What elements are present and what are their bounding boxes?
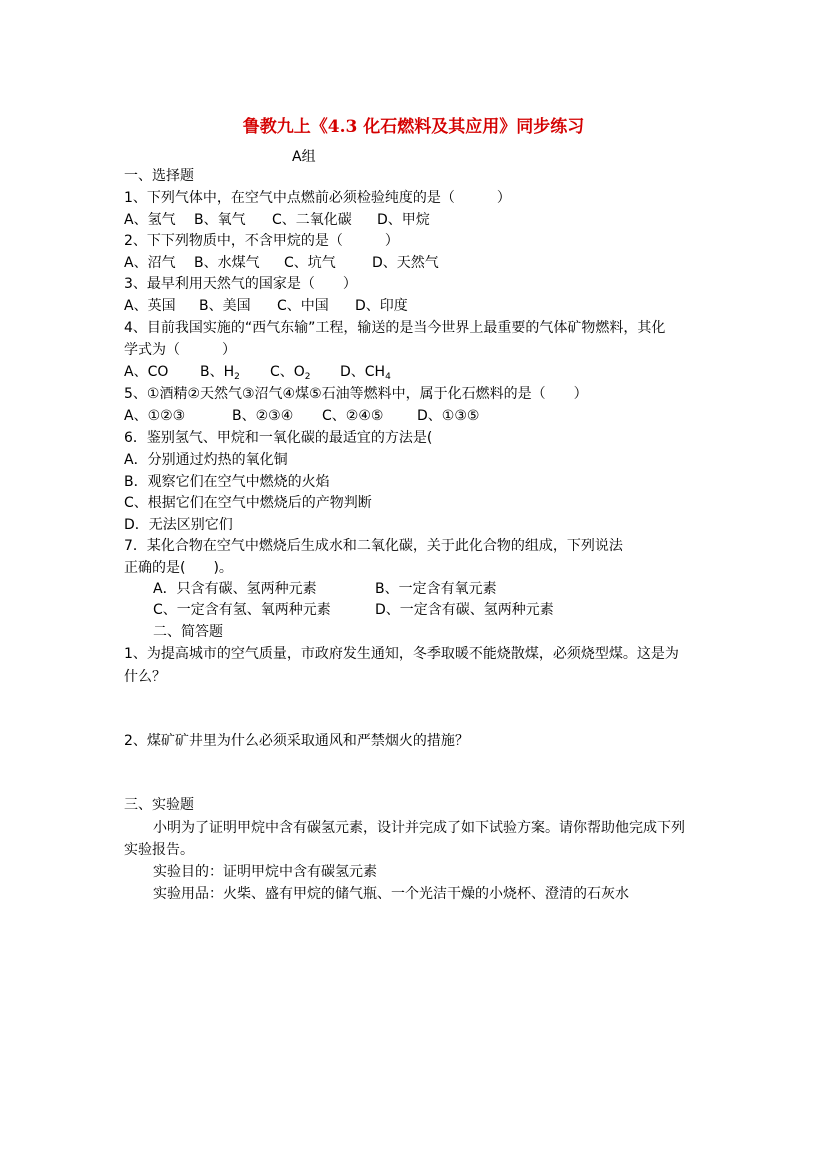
experiment-intro: 小明为了证明甲烷中含有碳氢元素，设计并完成了如下试验方案。请你帮助他完成下列 [153,820,685,836]
experiment-purpose: 实验目的：证明甲烷中含有碳氢元素 [153,864,377,880]
option: B、美国 [199,298,251,314]
section-short-answer-heading: 二、简答题 [153,624,223,640]
experiment-materials: 实验用品：火柴、盛有甲烷的储气瓶、一个光洁干燥的小烧杯、澄清的石灰水 [153,886,629,902]
short-answer-2: 2、煤矿矿井里为什么必须采取通风和严禁烟火的措施？ [124,733,469,749]
option: D、甲烷 [377,212,430,228]
option: A．只含有碳、氢两种元素 [153,581,317,597]
question-6-option-a: A．分别通过灼热的氧化铜 [124,452,288,468]
option: C、坑气 [284,255,336,271]
page-title: 鲁教九上《4.3 化石燃料及其应用》同步练习 [242,117,585,137]
option: C、二氧化碳 [272,212,352,228]
question-5-stem: 5、①酒精②天然气③沼气④煤⑤石油等燃料中，属于化石燃料的是（ ） [124,386,588,402]
option: A、英国 [124,298,176,314]
question-7-options-row1 [153,580,497,598]
question-2-stem: 2、下下列物质中，不含甲烷的是（ ） [124,233,399,249]
option: D、天然气 [372,255,439,271]
question-7-stem: 7．某化合物在空气中燃烧后生成水和二氧化碳，关于此化合物的组成，下列说法 [124,538,623,554]
option: B、水煤气 [194,255,260,271]
group-label: A组 [292,149,316,165]
question-1-options [124,211,430,229]
question-3-options [124,297,408,315]
question-3-stem: 3、最早利用天然气的国家是（ ） [124,276,357,292]
option: D、印度 [355,298,408,314]
question-6-stem: 6．鉴别氢气、甲烷和一氧化碳的最适宜的方法是( [124,430,433,446]
question-7-options-row2 [153,601,554,619]
question-2-options [124,254,439,272]
question-4-options [124,363,391,381]
option: A、氢气 [124,212,176,228]
option: B、氧气 [194,212,246,228]
question-4-stem: 4、目前我国实施的“西气东输”工程，输送的是当今世界上最重要的气体矿物燃料，其化 [124,320,666,336]
question-4-stem-cont: 学式为（ ） [124,342,236,358]
option: B、一定含有氧元素 [375,581,497,597]
option: A、①②③ [124,408,186,424]
question-1-stem: 1、下列气体中，在空气中点燃前必须检验纯度的是（ ） [124,190,511,206]
option: C、一定含有氢、氧两种元素 [153,602,331,618]
option: A、CO [124,364,169,380]
question-5-options [124,407,479,425]
section-choice-heading: 一、选择题 [124,168,194,184]
question-7-stem-cont: 正确的是( )。 [124,560,233,576]
option: B、$H_2$ [200,364,240,382]
question-6-option-c: C、根据它们在空气中燃烧后的产物判断 [124,495,372,511]
question-6-option-d: D．无法区别它们 [124,517,233,533]
option: A、沼气 [124,255,176,271]
short-answer-1: 1、为提高城市的空气质量，市政府发生通知，冬季取暖不能烧散煤，必须烧型煤。这是为 [124,646,679,662]
option: D、①③⑤ [417,408,480,424]
option: B、②③④ [232,408,294,424]
option: C、②④⑤ [322,408,384,424]
experiment-intro-cont: 实验报告。 [124,842,194,858]
short-answer-1-cont: 什么？ [124,669,166,685]
option: C、$O_2$ [270,364,311,382]
section-experiment-heading: 三、实验题 [124,797,194,813]
option: D、$CH_4$ [340,364,391,382]
option: C、中国 [277,298,329,314]
question-6-option-b: B．观察它们在空气中燃烧的火焰 [124,474,330,490]
option: D、一定含有碳、氢两种元素 [375,602,554,618]
